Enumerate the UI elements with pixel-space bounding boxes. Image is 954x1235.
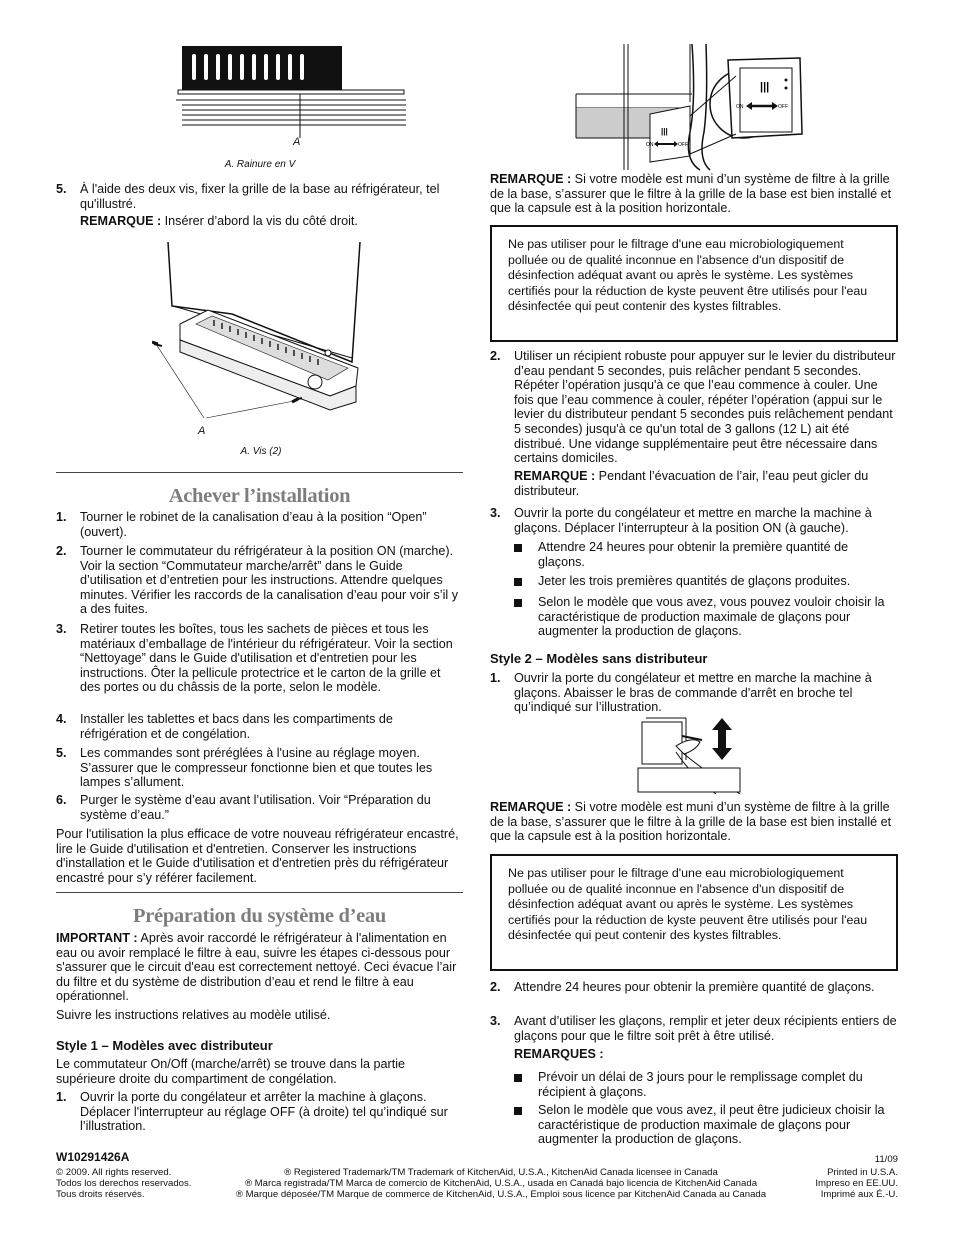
bullet-marker (514, 578, 522, 586)
switch-off-label: OFF (778, 104, 788, 110)
rights-es: Todos los derechos reservados. (56, 1178, 192, 1189)
step-number: 1. (56, 510, 67, 524)
step-note (514, 469, 898, 498)
step-number: 2. (490, 980, 501, 994)
step-text: Ouvrir la porte du congélateur et arrêter la machine à glaçons. Déplacer l'interrupteur au réglage OFF (à droite) tel qu’indiqué sur l’illustration. (80, 1090, 448, 1134)
step-5 (56, 182, 463, 211)
section-title: Achever l’installation (168, 485, 351, 507)
step-text: Ouvrir la porte du congélateur et mettre en marche la machine à glaçons. Abaisser le bras de commande d'arrêt en broche tel qu’indiqué sur l’illustration. (514, 671, 872, 715)
notes-label: REMARQUES : (514, 1047, 604, 1061)
note-text: Si votre modèle est muni d’un système de filtre à la grille de la base, s’assurer que le filtre à la grille de la base est bien installé et que la capsule est à la position horizontale. (490, 172, 892, 216)
step-text: Les commandes sont préréglées à l'usine au réglage moyen. S’assurer que le compresseur fonctionne bien et que toutes les lampes s’allument. (80, 746, 433, 790)
follow-instructions: Suivre les instructions relatives au modèle utilisé. (56, 1008, 331, 1022)
bullet-marker (514, 544, 522, 552)
bullet-item (514, 1103, 898, 1147)
svg-text:|||: ||| (661, 127, 668, 136)
step-text: Utiliser un récipient robuste pour appuyer sur le levier du distributeur d’eau pendant 5 secondes, puis relâcher pendant 5 secondes. Répéter l’opération jusqu'à ce que l’eau commence à couler. Une fois que l’eau commence à couler, répéter l’opération (appui sur le levier du distributeur pendant 5 secondes puis relâchement pendant 5 secondes) jusqu'à ce qu'un total de 3 gallons (12 L) ait été distribué. Une vidange supplémentaire peut être nécessaire dans certains domiciles. (514, 349, 896, 466)
rights-fr: Tous droits réservés. (56, 1189, 145, 1200)
figure-caption: A. Rainure en V (224, 159, 296, 170)
list-item (56, 510, 463, 539)
bullet-text: Jeter les trois premières quantités de glaçons produites. (538, 574, 851, 588)
subheading: Style 1 – Modèles avec distributeur (56, 1038, 273, 1053)
trademark-fr: ® Marque déposée/TM Marque de commerce de KitchenAid, U.S.A., Emploi sous licence par KitchenAid Canada au Canada (235, 1189, 767, 1200)
list-item (56, 622, 463, 695)
list-item (490, 349, 898, 466)
note-label: REMARQUE : (490, 172, 572, 186)
list-item (490, 671, 898, 715)
section-divider (56, 472, 463, 473)
step-5-note (80, 214, 463, 229)
style1-intro: Le commutateur On/Off (marche/arrêt) se trouve dans la partie supérieure droite du compartiment de congélation. (56, 1057, 406, 1086)
figure-label-a: A (293, 136, 301, 148)
bullet-marker (514, 599, 522, 607)
printed-en: Printed in U.S.A. (827, 1167, 898, 1178)
part-number: W10291426A (56, 1150, 130, 1164)
bullet-text: Prévoir un délai de 3 jours pour le remplissage complet du récipient à glaçons. (538, 1070, 863, 1099)
list-item (56, 712, 463, 741)
important-text: Après avoir raccordé le réfrigérateur à l'alimentation en eau ou avoir remplacé le filtre à eau, suivre les étapes ci-dessous pour s'assurer que le circuit d'eau est correctement nettoyé. Ceci évacue l’air du filtre et du système de distribution d’eau et rend le filtre à eau opérationnel. (56, 931, 457, 1004)
step-text: Ouvrir la porte du congélateur et mettre en marche la machine à glaçons. Déplacer l’interrupteur à la position ON (à gauche). (514, 506, 872, 535)
switch-on-label: ON (736, 104, 744, 110)
bullet-item (514, 1070, 898, 1099)
step-text: À l'aide des deux vis, fixer la grille de la base au réfrigérateur, tel qu'illustré. (80, 182, 440, 211)
note-paragraph (490, 172, 898, 216)
note-label: REMARQUE : (80, 214, 162, 228)
step-number: 3. (490, 1014, 501, 1028)
printed-es: Impreso en EE.UU. (815, 1178, 898, 1189)
step-number: 5. (56, 182, 67, 196)
note-text: Pendant l’évacuation de l’air, l’eau peut gicler du distributeur. (514, 469, 869, 498)
note-label: REMARQUE : (514, 469, 596, 483)
bullet-marker (514, 1107, 522, 1115)
step-number: 2. (56, 544, 67, 558)
warning-box: Ne pas utiliser pour le filtrage d'une eau microbiologiquement polluée ou de qualité inconnue en l'absence d'un dispositif de désinfection adéquat avant ou après le système. Les systèmes certifiés pour la réduction de kyste peuvent être utilisés pour l'eau désinfectée qui peut contenir des kystes filtrables. (490, 225, 898, 342)
step-text: Installer les tablettes et bacs dans les compartiments de réfrigération et de congélation. (80, 712, 393, 741)
step-number: 4. (56, 712, 67, 726)
step-number: 1. (490, 671, 501, 685)
icemaker-switch-illustration (572, 42, 832, 172)
list-item (56, 544, 463, 617)
warning-box: Ne pas utiliser pour le filtrage d'une eau microbiologiquement polluée ou de qualité inconnue en l'absence d'un dispositif de désinfection adéquat avant ou après le système. Les systèmes certifiés pour la réduction de kyste peuvent être utilisés pour l'eau désinfectée qui peut contenir des kystes filtrables. (490, 854, 898, 971)
bullet-text: Selon le modèle que vous avez, vous pouvez vouloir choisir la caractéristique de production maximale de glaçons pour augmenter la production de glaçons. (538, 595, 885, 639)
figure-label-a: A (198, 425, 206, 437)
trademark-en: ® Registered Trademark/TM Trademark of KitchenAid, U.S.A., KitchenAid Canada licensee in Canada (284, 1167, 718, 1178)
step-number: 2. (490, 349, 501, 363)
step-text: Tourner le robinet de la canalisation d’eau à la position “Open” (ouvert). (80, 510, 427, 539)
step-number: 1. (56, 1090, 67, 1104)
list-item (490, 1014, 898, 1043)
bullet-text: Selon le modèle que vous avez, il peut être judicieux choisir la caractéristique de production maximale de glaçons pour augmenter la production de glaçons. (538, 1103, 885, 1147)
step-text: Retirer toutes les boîtes, tous les sachets de pièces et tous les matériaux d’emballage de l'intérieur du réfrigérateur. Voir la section “Nettoyage” dans le Guide d'utilisation et d'entretien pour les instructions. Ôter la pellicule protectrice et le carton de la grille et des portes ou du châssis de la porte, selon le modèle. (80, 622, 453, 695)
bullet-item (514, 540, 898, 569)
bullet-item (514, 595, 898, 639)
base-grille-illustration (176, 44, 406, 144)
note-label: REMARQUE : (490, 800, 572, 814)
bullet-marker (514, 1074, 522, 1082)
print-date: 11/09 (874, 1154, 898, 1165)
step-number: 6. (56, 793, 67, 807)
list-item (56, 1090, 463, 1134)
note-text: Si votre modèle est muni d’un système de filtre à la grille de la base, s’assurer que le filtre à la grille de la base est bien installé et que la capsule est à la position horizontale. (490, 800, 892, 844)
important-paragraph (56, 931, 463, 1004)
section-divider (56, 892, 463, 893)
step-number: 3. (56, 622, 67, 636)
important-label: IMPORTANT : (56, 931, 138, 945)
list-item (490, 980, 898, 995)
grille-screws-illustration (152, 236, 412, 426)
svg-text:ON: ON (646, 142, 654, 148)
icemaker-arm-illustration (636, 716, 748, 794)
note-paragraph (490, 800, 898, 844)
step-number: 5. (56, 746, 67, 760)
printed-fr: Imprimé aux É.-U. (820, 1189, 898, 1200)
step-text: Tourner le commutateur du réfrigérateur à la position ON (marche). Voir la section “Commutateur marche/arrêt” dans le Guide d’utilisation et d’entretien pour les instructions. Attendre quelques minutes. Vérifier les raccords de la canalisation d’eau pour voir s’il y a des fuites. (80, 544, 458, 617)
step-text: Avant d’utiliser les glaçons, remplir et jeter deux récipients entiers de glaçons pour que le filtre soit prêt à être utilisé. (514, 1014, 897, 1043)
svg-text:OFF: OFF (678, 142, 688, 148)
bullet-item (514, 574, 898, 589)
copyright: © 2009. All rights reserved. (56, 1167, 172, 1178)
svg-text:|||: ||| (760, 81, 770, 93)
subheading: Style 2 – Modèles sans distributeur (490, 651, 708, 666)
step-text: Purger le système d’eau avant l’utilisation. Voir “Préparation du système d’eau.” (80, 793, 431, 822)
section-title: Préparation du système d’eau (133, 905, 386, 927)
list-item (490, 506, 898, 535)
closing-paragraph: Pour l'utilisation la plus efficace de votre nouveau réfrigérateur encastré, lire le Guide d'utilisation et d'entretien. Conserver les instructions d'installation et le Guide d'utilisation et d'entretien près du réfrigérateur encastré pour s’y référer facilement. (56, 827, 459, 885)
step-number: 3. (490, 506, 501, 520)
step-text: Attendre 24 heures pour obtenir la première quantité de glaçons. (514, 980, 875, 994)
note-text: Insérer d’abord la vis du côté droit. (161, 214, 358, 228)
list-item (56, 746, 463, 790)
trademark-es: ® Marca registrada/TM Marca de comercio de KitchenAid, U.S.A., usada en Canadá bajo licencia de KitchenAid Canada (244, 1178, 758, 1189)
bullet-text: Attendre 24 heures pour obtenir la première quantité de glaçons. (538, 540, 849, 569)
list-item (56, 793, 463, 822)
figure-caption: A. Vis (2) (240, 446, 282, 457)
